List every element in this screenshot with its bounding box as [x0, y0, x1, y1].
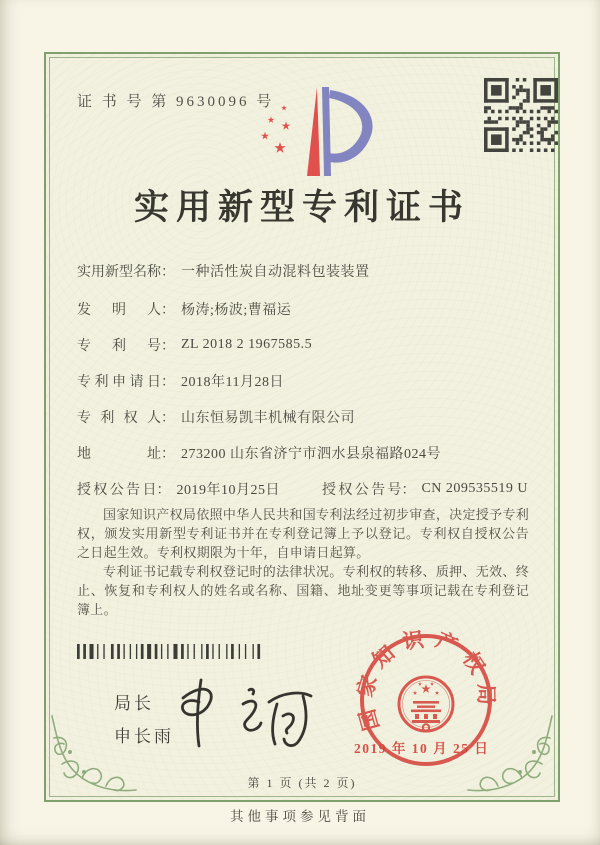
field-value: ZL 2018 2 1967585.5 — [181, 337, 313, 352]
field-label: 地址 — [77, 447, 161, 462]
certificate-number: 证 书 号 第 9630096 号 — [77, 94, 275, 110]
field-row-patent-no: 专利号 ： ZL 2018 2 1967585.5 — [77, 337, 313, 354]
grant-date-label: 授权公告日 — [77, 483, 157, 498]
barcode — [77, 644, 264, 659]
field-row-name: 实用新型名称 ： 一种活性炭自动混料包装装置 — [77, 251, 528, 291]
field-value: 杨涛;杨波;曹福运 — [181, 303, 292, 318]
grant-no-label: 授权公告号 — [321, 483, 402, 498]
grant-date-value: 2019年10月25日 — [176, 483, 280, 498]
grant-no-value: CN 209535519 U — [421, 481, 528, 496]
seal-text: 国家知识产权局 — [352, 626, 499, 734]
field-value: 273200 山东省济宁市泗水县泉福路024号 — [181, 447, 441, 462]
field-row-grant: 授权公告日 ： 2019年10月25日 授权公告号 ： CN 209535519 U — [77, 481, 528, 498]
field-label: 发明人 — [77, 303, 161, 318]
logo-stars — [261, 87, 320, 176]
field-label: 专利号 — [77, 339, 161, 354]
certificate-body — [44, 52, 560, 802]
field-value: 一种活性炭自动混料包装装置 — [181, 265, 370, 280]
page-indicator: 第 1 页 (共 2 页) — [247, 776, 357, 790]
signer-name: 申长雨 — [114, 727, 174, 746]
fields-list — [77, 251, 528, 507]
legal-paragraph: 国家知识产权局依照中华人民共和国专利法经过初步审查，决定授予专利权，颁发实用新型专利证书并在专利登记簿上予以登记。专利权自授权公告之日起生效。专利权期限为十年，自申请日起算。 — [77, 507, 529, 560]
field-row-address: 地址 ： 273200 山东省济宁市泗水县泉福路024号 — [77, 435, 528, 471]
footer-note: 其他事项参见背面 — [230, 809, 370, 824]
field-value: 2018年11月28日 — [181, 375, 284, 390]
field-row-filing-date: 专利申请日 ： 2018年11月28日 — [77, 363, 528, 399]
field-row-inventors: 发明人 ： 杨涛;杨波;曹福运 — [77, 291, 528, 327]
seal-date: 2019 年 10 月 25 日 — [354, 741, 490, 756]
signature — [164, 678, 316, 748]
field-label: 专利申请日 — [77, 375, 161, 390]
qr-code-icon — [484, 78, 558, 152]
logo-p-shape — [322, 87, 373, 176]
field-row-patentee: 专利权人 ： 山东恒易凯丰机械有限公司 — [77, 399, 528, 435]
national-emblem-icon — [399, 677, 453, 731]
signer-title: 局长 — [114, 694, 154, 713]
certificate-title: 实用新型专利证书 — [133, 188, 470, 227]
legal-paragraph: 专利证书记载专利权登记时的法律状况。专利权的转移、质押、无效、终止、恢复和专利权人的姓名或名称、国籍、地址变更等事项记载在专利登记簿上。 — [77, 564, 529, 617]
field-label: 实用新型名称 — [77, 265, 161, 280]
field-value: 山东恒易凯丰机械有限公司 — [181, 411, 355, 426]
cnipa-logo-icon — [258, 82, 398, 182]
field-label: 专利权人 — [77, 411, 161, 426]
legal-text — [77, 505, 529, 619]
